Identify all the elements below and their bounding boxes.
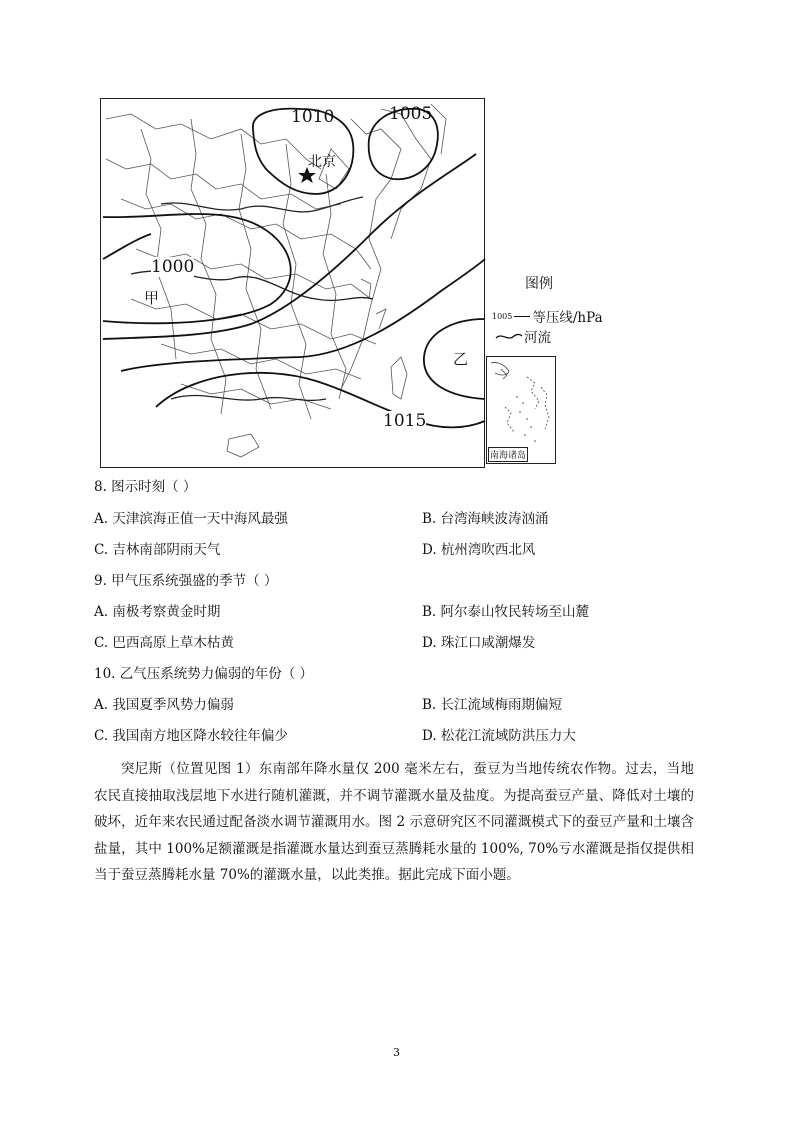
inset-map: [486, 356, 556, 464]
legend-title: 图例: [525, 276, 553, 292]
question-10-stem: 10. 乙气压系统势力偏弱的年份（ ）: [94, 666, 314, 682]
isobar-label-1010: 1010: [291, 107, 335, 127]
legend-isobar-text: 等压线/hPa: [532, 310, 603, 326]
legend-river-text: 河流: [524, 330, 551, 346]
question-10-option-b[interactable]: B. 长江流域梅雨期偏短: [422, 697, 563, 713]
yi-label: 乙: [453, 350, 469, 368]
question-8-option-d[interactable]: D. 杭州湾吹西北风: [422, 542, 536, 558]
inset-caption: 南海诸岛: [488, 447, 528, 462]
legend-isobar: [492, 306, 603, 326]
legend-isobar-line: [514, 316, 530, 317]
question-8-option-b[interactable]: B. 台湾海峡波涛汹涌: [422, 511, 549, 527]
question-9-option-a[interactable]: A. 南极考察黄金时期: [94, 604, 221, 620]
legend-isobar-sample: 1005: [492, 311, 513, 321]
question-10-option-a[interactable]: A. 我国夏季风势力偏弱: [94, 697, 234, 713]
question-9-stem: 9. 甲气压系统强盛的季节（ ）: [94, 573, 278, 589]
passage-text: 突尼斯（位置见图 1）东南部年降水量仅 200 毫米左右，蚕豆为当地传统农作物。过去，当地农民直接抽取浅层地下水进行随机灌溉，并不调节灌溉水量及盐度。为提高蚕豆产量、降低对土壤的破坏，近年来农民通过配备淡水调节灌溉用水。图 2 示意研究区不同灌溉模式下的蚕豆产量和土壤含盐量，其中 100%足额灌溉是指灌溉水量达到蚕豆蒸腾耗水量的 100%, 70%亏水灌溉是指仅提供相当于蚕豆蒸腾耗水量 70%的灌溉水量，以此类推。据此完成下面小题。: [94, 761, 694, 883]
reading-passage: [94, 756, 694, 889]
beijing-label: 北京: [308, 154, 336, 170]
map-drawing: [101, 99, 486, 469]
question-9-option-d[interactable]: D. 珠江口咸潮爆发: [422, 635, 536, 651]
isobar-label-1000: 1000: [151, 257, 195, 277]
question-9-option-b[interactable]: B. 阿尔泰山牧民转场至山麓: [422, 604, 590, 620]
river-symbol-icon: [494, 330, 524, 342]
isobar-label-1005: 1005: [389, 104, 433, 124]
question-8-option-a[interactable]: A. 天津滨海正值一天中海风最强: [94, 511, 288, 527]
question-10-option-d[interactable]: D. 松花江流域防洪压力大: [422, 728, 576, 744]
question-9-option-c[interactable]: C. 巴西高原上草木枯黄: [94, 635, 234, 651]
question-10-option-c[interactable]: C. 我国南方地区降水较往年偏少: [94, 728, 288, 744]
province-boundaries: [106, 104, 446, 457]
weather-map: [100, 98, 485, 468]
question-8-stem: 8. 图示时刻（ ）: [94, 479, 197, 495]
question-8-option-c[interactable]: C. 吉林南部阴雨天气: [94, 542, 221, 558]
page-number: 3: [393, 1046, 400, 1059]
isobar-label-1015: 1015: [383, 411, 427, 431]
legend-river: [494, 326, 551, 346]
jia-label: 甲: [144, 289, 160, 307]
